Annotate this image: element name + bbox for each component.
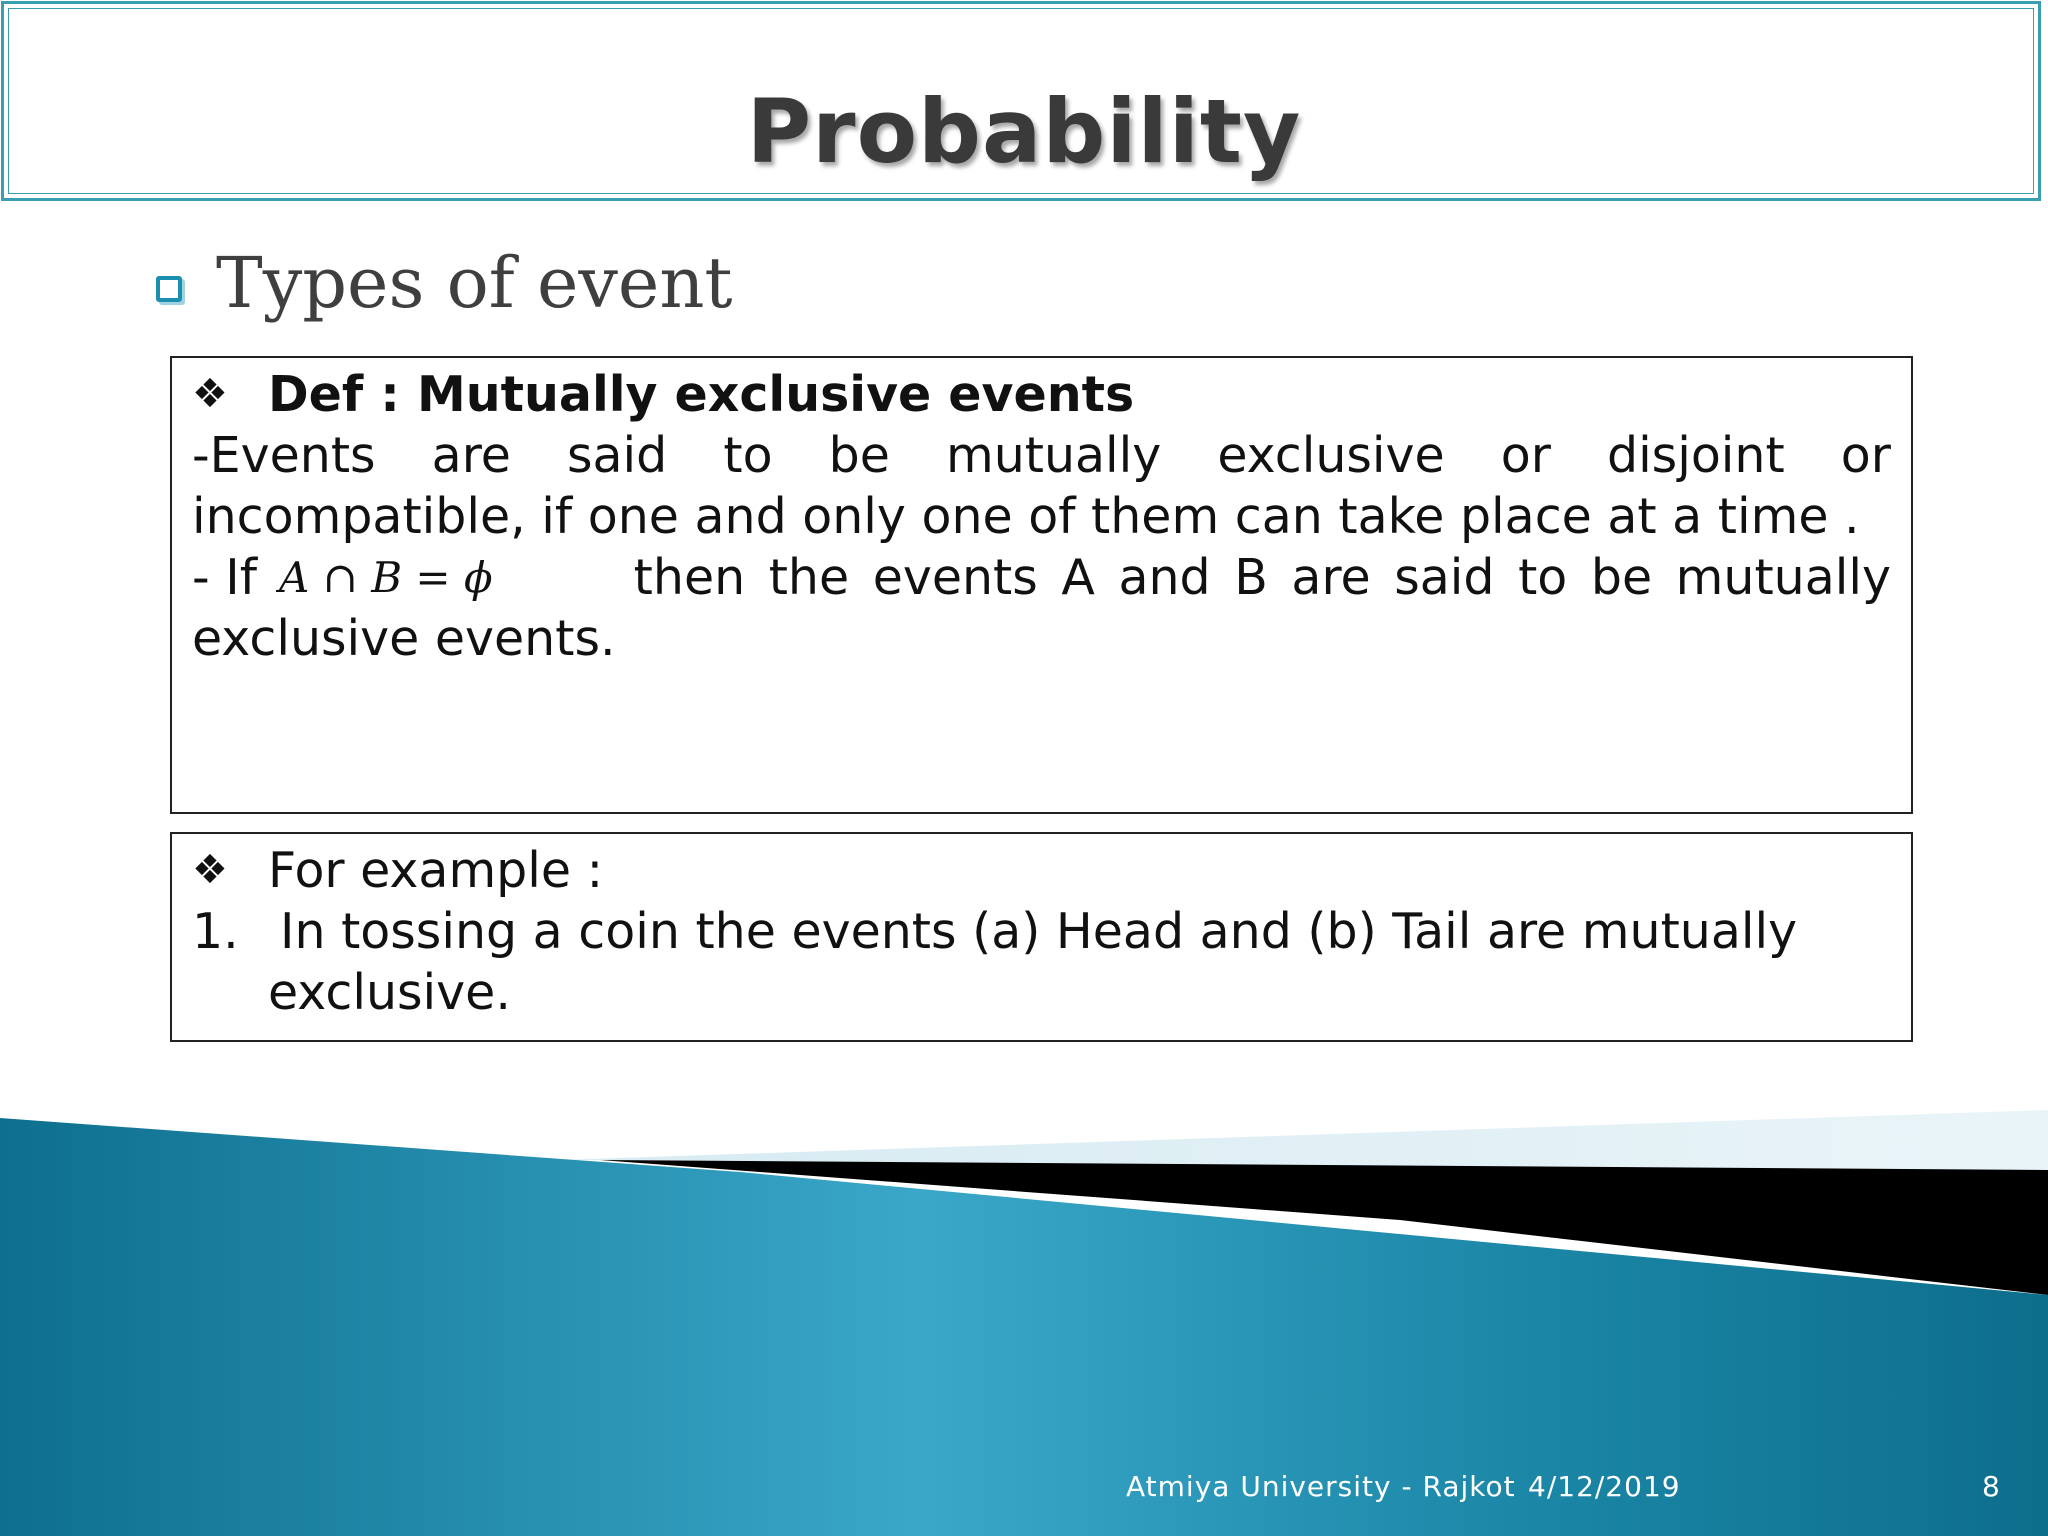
example-item-text-line-2: exclusive. [268, 964, 511, 1021]
example-heading: For example : [268, 842, 604, 899]
footer-organization: Atmiya University - Rajkot [1126, 1470, 1516, 1503]
definition-line-1-word: said [567, 427, 668, 484]
example-item-text-line-1: In tossing a coin the events (a) Head and (b) Tail are mutually [280, 903, 1798, 960]
definition-heading: Def : Mutually exclusive events [268, 366, 1135, 423]
definition-line-1-word: or [1500, 427, 1551, 484]
definition-line-1-word: mutually [945, 427, 1162, 484]
definition-line-1-word: are [431, 427, 511, 484]
four-diamond-bullet-icon: ❖ [192, 847, 228, 893]
example-item-number: 1. [192, 903, 239, 960]
example-item [192, 901, 1891, 962]
subtitle-row [156, 242, 733, 324]
footer-decoration [0, 1100, 2048, 1536]
definition-line-3-suffix: then the events A and B are said to be mutually [633, 549, 1891, 606]
definition-line-1-word: to [723, 427, 773, 484]
definition-box [170, 356, 1913, 814]
definition-line-1 [192, 425, 1891, 486]
definition-line-3-prefix: - If [192, 549, 257, 606]
footer-date: 4/12/2019 [1528, 1470, 1681, 1503]
four-diamond-bullet-icon: ❖ [192, 371, 228, 417]
definition-line-3 [192, 547, 1891, 608]
definition-line-1-word: disjoint [1606, 427, 1785, 484]
definition-line-1-word: be [828, 427, 890, 484]
intersection-formula: A ∩ B = ϕ [278, 553, 493, 602]
definition-heading-row [192, 364, 1891, 425]
square-bullet-icon [156, 276, 182, 302]
definition-line-1-word: or [1840, 427, 1891, 484]
slide-subtitle: Types of event [216, 242, 733, 324]
example-box [170, 832, 1913, 1042]
definition-line-1-word: -Events [192, 427, 376, 484]
slide-title: Probability [746, 80, 1302, 183]
definition-line-2: incompatible, if one and only one of them can take place at a time . [192, 488, 1860, 545]
definition-line-1-word: exclusive [1217, 427, 1445, 484]
example-heading-row [192, 840, 1891, 901]
footer-page-number: 8 [1982, 1470, 2001, 1503]
definition-line-4: exclusive events. [192, 610, 616, 667]
